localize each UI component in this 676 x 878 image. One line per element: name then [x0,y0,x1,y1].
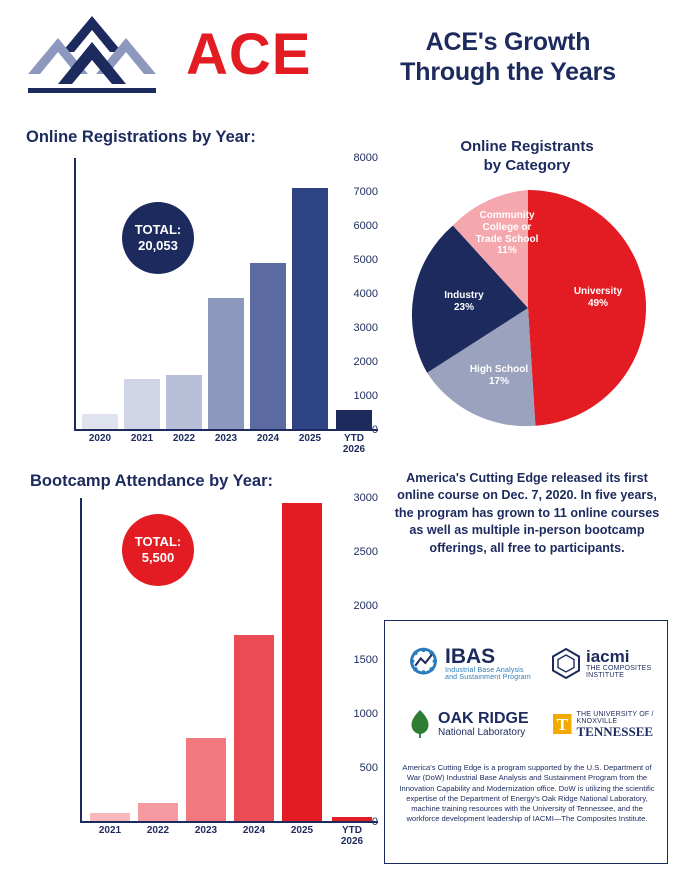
bc-xtick-2024: 2024 [242,825,266,836]
ytick-1000: 1000 [353,390,378,402]
xtick-2021: 2021 [130,433,154,444]
bc-bar-ytd-2026 [332,817,372,821]
iacmi-icon [551,647,581,679]
xtick-ytd-2026-line2: 2026 [342,443,366,455]
ytick-7000: 7000 [353,186,378,198]
pie-label-high-school-value: 17% [488,375,509,387]
partners-box [384,620,668,864]
oak-leaf-icon [407,709,433,739]
ibas-subtitle: Industrial Base Analysis and Sustainment Program [445,666,531,681]
bar-ytd-2026 [336,410,372,429]
oak-ridge-title: OAK RIDGE [438,709,529,727]
oak-ridge-logo [407,705,547,743]
ibas-icon [407,646,440,680]
bc-bar-2024 [234,635,274,821]
pie-title [398,138,656,176]
bar-2024 [250,263,286,429]
pie-label-university-text: University [573,286,623,297]
tennessee-title: TENNESSEE [576,723,654,739]
bar-2022 [166,375,202,429]
ace-wordmark [186,22,346,88]
ytick-bc-500: 500 [359,762,378,774]
bc-xtick-2025: 2025 [290,825,314,836]
tennessee-t-icon [553,711,572,737]
ytick-4000: 4000 [353,288,378,300]
xtick-ytd-2026-line1: YTD [344,433,364,444]
ytick-bc-1000: 1000 [353,708,378,720]
online-total-label: TOTAL: [134,221,182,237]
bc-xtick-2023: 2023 [194,825,218,836]
bc-bar-2021 [90,813,130,821]
bc-xtick-ytd-2026 [332,826,372,847]
header [0,0,676,112]
pie-label-community-college-text: Community College or Trade School [475,210,539,245]
pie-title-line2: by Category [483,156,571,174]
online-registrations-title: Online Registrations by Year: [26,128,256,146]
bootcamp-total-bubble [122,514,194,586]
bc-xtick-2021: 2021 [98,825,122,836]
pie-label-community-college-value: 11% [497,245,517,257]
ytick-2000: 2000 [353,356,378,368]
ibas-title: IBAS [445,644,496,668]
pie-label-high-school-text: High School [469,364,529,375]
bar-2023 [208,298,244,429]
pie-label-university-value: 49% [587,297,608,309]
svg-text:ACE: ACE [186,22,312,87]
pie-label-community-college [468,210,546,257]
bc-x-axis [80,821,378,823]
ytick-bc-2500: 2500 [353,546,378,558]
ytick-8000: 8000 [353,152,378,164]
bar-2025 [292,188,328,429]
online-total-bubble [122,202,194,274]
program-blurb: America's Cutting Edge released its first online course on Dec. 7, 2020. In five years, the program has grown to 11 online courses as well as multiple in-person bootcamp offerings, all free to participants. [394,471,660,555]
online-total-value: 20,053 [138,238,178,253]
ytick-3000: 3000 [353,322,378,334]
bootcamp-total-label: TOTAL: [134,533,182,549]
ibas-logo [407,643,535,683]
pie-title-line1: Online Registrants [460,138,594,155]
oak-ridge-subtitle: National Laboratory [438,726,526,738]
pie-label-industry-value: 23% [453,301,474,313]
bootcamp-attendance-title: Bootcamp Attendance by Year: [30,472,273,490]
bar-2021 [124,379,160,429]
xtick-2023: 2023 [214,433,238,444]
bootcamp-total-value: 5,500 [141,550,175,565]
online-bars [74,158,378,429]
pie-label-high-school [458,364,540,388]
iacmi-logo [551,643,661,683]
page-title-line2: Through the Years [400,57,616,86]
ytick-bc-2000: 2000 [353,600,378,612]
iacmi-title: iacmi [586,646,630,666]
partners-disclaimer: America's Cutting Edge is a program supported by the U.S. Department of War (DoW) Industrial Base Analysis and Sustainment Program from the Innovation Capability and Modernization office. DoW is utilizing the scientific expertise of the Department of Energy's Oak Ridge National Laboratory, machine training resources with the University of Tennessee, and the workforce development leadership of IACMI—The Composites Institute. [399,763,655,824]
x-axis [74,429,378,431]
bar-2020 [82,414,118,429]
bc-xtick-2022: 2022 [146,825,170,836]
ytick-bc-1500: 1500 [353,654,378,666]
tennessee-logo [553,705,669,743]
ytick-bc-3000: 3000 [353,492,378,504]
page-title-line1: ACE's Growth [425,28,591,56]
bc-bar-2023 [186,738,226,821]
xtick-2024: 2024 [256,433,280,444]
tennessee-subtitle: THE UNIVERSITY OF / KNOXVILLE [576,710,654,725]
bc-xtick-ytd-2026-line1: YTD [342,825,362,836]
bootcamp-attendance-chart [26,492,378,858]
ace-mountain-logo [22,12,162,100]
svg-text:T: T [556,715,568,735]
bc-bar-2025 [282,503,322,821]
page-title [352,28,664,87]
pie-label-university [552,286,644,310]
xtick-2025: 2025 [298,433,322,444]
online-registrations-chart [26,152,378,458]
pie-label-industry [428,290,500,314]
registrants-by-category-pie [406,186,650,430]
xtick-ytd-2026 [336,434,372,455]
iacmi-subtitle: THE COMPOSITES INSTITUTE [586,664,652,679]
xtick-2020: 2020 [88,433,112,444]
ytick-5000: 5000 [353,254,378,266]
bc-xtick-ytd-2026-line2: 2026 [340,835,364,847]
pie-label-industry-text: Industry [444,290,484,301]
xtick-2022: 2022 [172,433,196,444]
bc-bar-2022 [138,803,178,821]
ytick-6000: 6000 [353,220,378,232]
